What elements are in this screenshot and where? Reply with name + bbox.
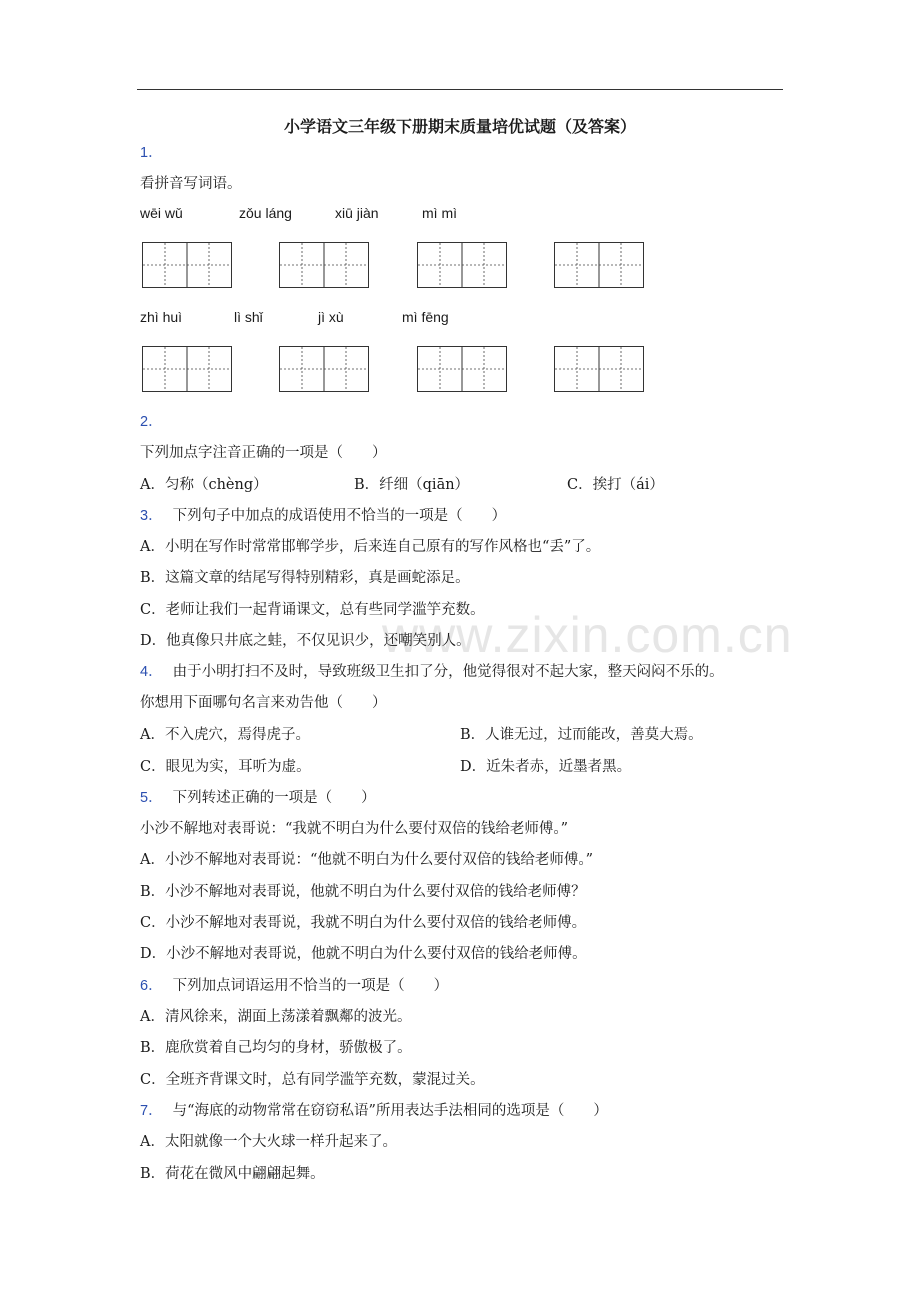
option-d[interactable]: D．小沙不解地对表哥说，他就不明白为什么要付双倍的钱给老师傅。: [140, 946, 587, 962]
option-d[interactable]: D．他真像只井底之蛙，不仅见识少，还嘲笑别人。: [140, 633, 471, 649]
watermark: www.zixin.com.cn: [382, 607, 793, 663]
option-c[interactable]: C．小沙不解地对表哥说，我就不明白为什么要付双倍的钱给老师傅。: [140, 915, 587, 931]
option-a[interactable]: A．匀称（chèng）: [140, 477, 268, 493]
option-a[interactable]: A．清风徐来，湖面上荡漾着飘鄰的波光。: [140, 1009, 412, 1025]
question-2-number: 2．: [140, 414, 163, 430]
option-b[interactable]: B．纤细（qiān）: [354, 477, 470, 493]
option-c[interactable]: C．挨打（ái）: [567, 477, 664, 493]
pinyin-label: lì shǐ: [234, 309, 263, 325]
question-6-prompt: 6． 下列加点词语运用不恰当的一项是（ ）: [140, 978, 449, 994]
pinyin-label: zhì huì: [140, 309, 183, 325]
question-2-prompt: 下列加点字注音正确的一项是（ ）: [140, 445, 387, 461]
pinyin-label: mì mì: [422, 205, 457, 221]
grid-lines: [418, 243, 506, 287]
writing-grid[interactable]: [279, 242, 369, 288]
grid-lines: [280, 243, 368, 287]
option-b[interactable]: B．荷花在微风中翩翩起舞。: [140, 1166, 325, 1182]
grid-lines: [555, 243, 643, 287]
question-4-prompt: 4． 由于小明打扫不及时，导致班级卫生扣了分，他觉得很对不起大家，整天闷闷不乐的。: [140, 664, 724, 680]
option-c[interactable]: C．全班齐背课文时，总有同学滥竽充数，蒙混过关。: [140, 1072, 485, 1088]
option-b[interactable]: B．鹿欣赏着自己均匀的身材，骄傲极了。: [140, 1040, 412, 1056]
option-c[interactable]: C．眼见为实，耳听为虚。: [140, 759, 311, 775]
pinyin-label: jì xù: [318, 309, 344, 325]
question-7-prompt: 7． 与“海底的动物常常在窃窃私语”所用表达手法相同的选项是（ ）: [140, 1103, 608, 1119]
writing-grid[interactable]: [554, 242, 644, 288]
grid-lines: [143, 243, 231, 287]
option-b[interactable]: B．人谁无过，过而能改，善莫大焉。: [460, 727, 703, 743]
page-title: 小学语文三年级下册期末质量培优试题（及答案）: [283, 117, 636, 136]
option-a[interactable]: A．小沙不解地对表哥说：“他就不明白为什么要付双倍的钱给老师傅。”: [140, 852, 594, 868]
question-5-prompt: 5． 下列转述正确的一项是（ ）: [140, 790, 376, 806]
question-5-quote: 小沙不解地对表哥说：“我就不明白为什么要付双倍的钱给老师傅。”: [140, 821, 569, 837]
writing-grid[interactable]: [417, 242, 507, 288]
option-a[interactable]: A．小明在写作时常常邯郸学步，后来连自己原有的写作风格也“丢”了。: [140, 539, 601, 555]
writing-grid[interactable]: [554, 346, 644, 392]
pinyin-label: zǒu láng: [239, 205, 292, 221]
grid-lines: [555, 347, 643, 391]
writing-grid[interactable]: [279, 346, 369, 392]
grid-lines: [280, 347, 368, 391]
option-b[interactable]: B．小沙不解地对表哥说，他就不明白为什么要付双倍的钱给老师傅？: [140, 884, 586, 900]
question-4-prompt-continued: 你想用下面哪句名言来劝告他（ ）: [140, 695, 387, 711]
question-3-prompt: 3． 下列句子中加点的成语使用不恰当的一项是（ ）: [140, 508, 507, 524]
pinyin-label: mì fēng: [402, 309, 449, 325]
pinyin-label: wēi wǔ: [140, 205, 183, 221]
header-rule: [137, 89, 783, 90]
option-a[interactable]: A．太阳就像一个大火球一样升起来了。: [140, 1134, 397, 1150]
grid-lines: [143, 347, 231, 391]
option-b[interactable]: B．这篇文章的结尾写得特别精彩，真是画蛇添足。: [140, 570, 470, 586]
option-c[interactable]: C．老师让我们一起背诵课文，总有些同学滥竽充数。: [140, 602, 485, 618]
grid-lines: [418, 347, 506, 391]
question-1-number: 1．: [140, 145, 163, 161]
writing-grid[interactable]: [142, 242, 232, 288]
question-1-prompt: 看拼音写词语。: [140, 176, 242, 192]
pinyin-label: xiū jiàn: [335, 205, 379, 221]
option-d[interactable]: D．近朱者赤，近墨者黑。: [460, 759, 632, 775]
option-a[interactable]: A．不入虎穴，焉得虎子。: [140, 727, 310, 743]
writing-grid[interactable]: [142, 346, 232, 392]
writing-grid[interactable]: [417, 346, 507, 392]
